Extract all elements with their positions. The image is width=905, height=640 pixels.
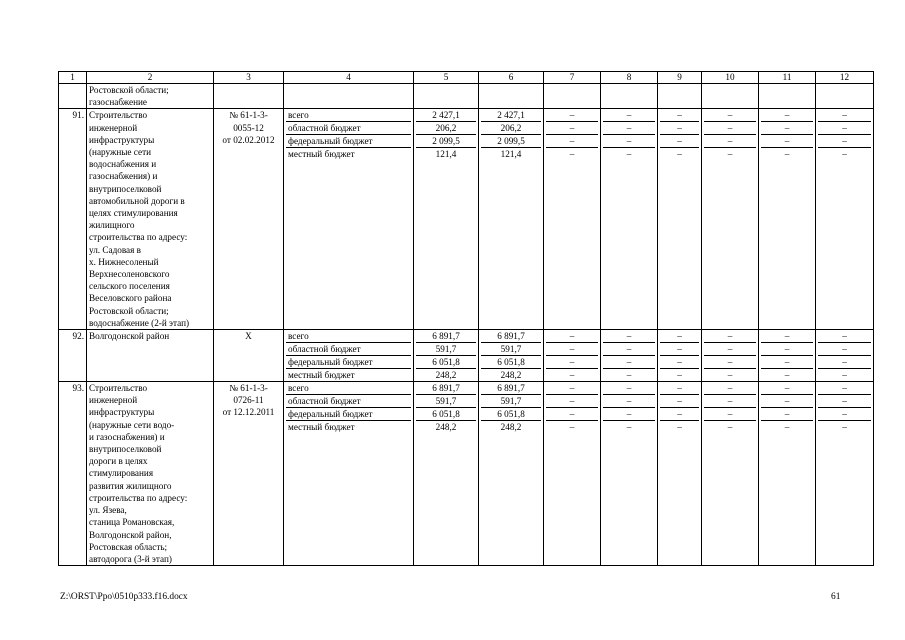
document-number-line: Х bbox=[245, 331, 252, 342]
col-10-value: – bbox=[704, 135, 756, 148]
object-name-line: развития жилищного bbox=[89, 480, 172, 491]
col-7-value: – bbox=[546, 395, 598, 408]
col-10-value: – bbox=[704, 343, 756, 356]
funding-source-value: местный бюджет bbox=[288, 370, 355, 381]
col-8-value: – bbox=[626, 370, 632, 381]
col-8-value: – bbox=[603, 356, 655, 369]
column-header-3: 3 bbox=[214, 72, 284, 84]
col-7-value: – bbox=[546, 382, 598, 395]
amount-col-5 bbox=[414, 330, 479, 382]
amount-col-5-value: 6 891,7 bbox=[416, 382, 476, 395]
col-9-value: – bbox=[660, 122, 699, 135]
amount-col-6 bbox=[479, 382, 544, 566]
amount-col-5 bbox=[414, 109, 479, 330]
amount-col-6-value: 6 891,7 bbox=[481, 382, 541, 395]
row-number: 92. bbox=[59, 330, 87, 382]
col-11-value: – bbox=[761, 395, 813, 408]
amount-col-6-value: 206,2 bbox=[481, 122, 541, 135]
object-name-line: Строительство bbox=[89, 383, 148, 394]
object-name-line: Веселовского района bbox=[89, 293, 172, 304]
amount-col-5-value: 2 427,1 bbox=[416, 109, 476, 122]
amount-col-6-value: 591,7 bbox=[481, 395, 541, 408]
col-11-value: – bbox=[761, 135, 813, 148]
col-9-value: – bbox=[660, 330, 699, 343]
col-10-value: – bbox=[727, 370, 733, 381]
amount-col-5 bbox=[414, 382, 479, 566]
col-8-value: – bbox=[626, 422, 632, 433]
continuation-text: Ростовской области; bbox=[89, 85, 169, 95]
object-name-line: Волгодонской район, bbox=[89, 529, 172, 540]
object-name bbox=[87, 330, 214, 382]
funding-source-value: всего bbox=[286, 382, 411, 395]
amount-col-6-value: 6 891,7 bbox=[481, 330, 541, 343]
object-name bbox=[87, 382, 214, 566]
object-name-line: стимулирования bbox=[89, 468, 154, 479]
object-name-line: х. Нижнесоленый bbox=[89, 256, 159, 267]
continuation-cell bbox=[601, 84, 658, 109]
col-7-value: – bbox=[546, 330, 598, 343]
col-8-value: – bbox=[603, 408, 655, 421]
col-7 bbox=[544, 330, 601, 382]
funding-source bbox=[284, 382, 414, 566]
funding-source bbox=[284, 330, 414, 382]
amount-col-5-value: 6 891,7 bbox=[416, 330, 476, 343]
object-name bbox=[87, 109, 214, 330]
col-10 bbox=[702, 330, 759, 382]
col-10 bbox=[702, 109, 759, 330]
col-10-value: – bbox=[704, 109, 756, 122]
col-7 bbox=[544, 382, 601, 566]
object-name-line: внутрипоселковой bbox=[89, 183, 162, 194]
column-header-2: 2 bbox=[87, 72, 214, 84]
object-name-line: инфраструктуры bbox=[89, 134, 155, 145]
amount-col-6-value: 6 051,8 bbox=[481, 408, 541, 421]
object-name-line: водоснабжения и bbox=[89, 159, 157, 170]
col-10-value: – bbox=[704, 356, 756, 369]
footer-file-path: Z:\ORST\Ppo\0510p333.f16.docx bbox=[60, 592, 188, 602]
object-name-line: жилищного bbox=[89, 220, 135, 231]
column-header-5: 5 bbox=[414, 72, 479, 84]
col-7 bbox=[544, 109, 601, 330]
column-header-8: 8 bbox=[601, 72, 658, 84]
funding-source-value: областной бюджет bbox=[286, 343, 411, 356]
row-number: 91. bbox=[59, 109, 87, 330]
col-9-value: – bbox=[660, 135, 699, 148]
col-11-value: – bbox=[761, 408, 813, 421]
col-10-value: – bbox=[704, 408, 756, 421]
funding-source-value: федеральный бюджет bbox=[286, 356, 411, 369]
amount-col-5-value: 591,7 bbox=[416, 395, 476, 408]
amount-col-6-value: 2 427,1 bbox=[481, 109, 541, 122]
continuation-cell bbox=[87, 84, 214, 109]
document-number-line: № 61-1-3- bbox=[229, 110, 268, 121]
amount-col-5-value: 6 051,8 bbox=[416, 408, 476, 421]
col-9 bbox=[658, 109, 702, 330]
object-name-line: Верхнесоленовского bbox=[89, 269, 170, 280]
col-11 bbox=[759, 109, 816, 330]
col-9-value: – bbox=[660, 408, 699, 421]
col-12-value: – bbox=[818, 395, 871, 408]
col-10-value: – bbox=[704, 122, 756, 135]
object-name-line: внутрипоселковой bbox=[89, 444, 162, 455]
header-row bbox=[59, 72, 874, 84]
document-number-line: № 61-1-3- bbox=[229, 383, 268, 394]
continuation-cell bbox=[59, 84, 87, 109]
col-7-value: – bbox=[569, 149, 575, 160]
funding-source-value: областной бюджет bbox=[286, 395, 411, 408]
amount-col-6 bbox=[479, 109, 544, 330]
col-11-value: – bbox=[784, 422, 790, 433]
amount-col-6-value: 2 099,5 bbox=[481, 135, 541, 148]
col-7-value: – bbox=[569, 422, 575, 433]
object-name-line: ул. Язева, bbox=[89, 505, 127, 516]
object-name-line: Ростовская область; bbox=[89, 541, 168, 552]
continuation-cell bbox=[759, 84, 816, 109]
column-header-7: 7 bbox=[544, 72, 601, 84]
table-row bbox=[59, 382, 874, 566]
col-11 bbox=[759, 382, 816, 566]
budget-table bbox=[58, 71, 874, 566]
document-number-line: 0055-12 bbox=[233, 122, 264, 133]
col-8-value: – bbox=[603, 330, 655, 343]
object-name-line: дороги в целях bbox=[89, 456, 148, 467]
column-header-9: 9 bbox=[658, 72, 702, 84]
col-11 bbox=[759, 330, 816, 382]
object-name-line: (наружные сети водо- bbox=[89, 419, 175, 430]
table-row bbox=[59, 330, 874, 382]
col-7-value: – bbox=[546, 109, 598, 122]
col-9-value: – bbox=[677, 422, 682, 433]
continuation-text: газоснабжение bbox=[89, 97, 147, 108]
amount-col-5-value: 6 051,8 bbox=[416, 356, 476, 369]
col-12-value: – bbox=[818, 109, 871, 122]
col-8-value: – bbox=[603, 135, 655, 148]
amount-col-6-value: 248,2 bbox=[500, 370, 522, 381]
funding-source-value: местный бюджет bbox=[288, 422, 355, 433]
col-8-value: – bbox=[603, 382, 655, 395]
col-9-value: – bbox=[677, 149, 682, 160]
col-12-value: – bbox=[818, 343, 871, 356]
col-7-value: – bbox=[569, 370, 575, 381]
continuation-cell bbox=[284, 84, 414, 109]
amount-col-5-value: 2 099,5 bbox=[416, 135, 476, 148]
col-7-value: – bbox=[546, 122, 598, 135]
funding-source-value: областной бюджет bbox=[286, 122, 411, 135]
document-number bbox=[214, 382, 284, 566]
amount-col-5-value: 206,2 bbox=[416, 122, 476, 135]
col-8-value: – bbox=[603, 109, 655, 122]
column-header-1: 1 bbox=[59, 72, 87, 84]
col-12-value: – bbox=[818, 135, 871, 148]
col-10-value: – bbox=[704, 395, 756, 408]
col-8-value: – bbox=[603, 122, 655, 135]
col-7-value: – bbox=[546, 343, 598, 356]
object-name-line: сельского поселения bbox=[89, 281, 170, 292]
funding-source bbox=[284, 109, 414, 330]
funding-source-value: всего bbox=[286, 109, 411, 122]
document-number-line: от 12.12.2011 bbox=[222, 407, 275, 418]
object-name-line: (наружные сети bbox=[89, 147, 152, 158]
column-header-6: 6 bbox=[479, 72, 544, 84]
column-header-11: 11 bbox=[759, 72, 816, 84]
col-11-value: – bbox=[761, 122, 813, 135]
amount-col-6-value: 591,7 bbox=[481, 343, 541, 356]
continuation-cell bbox=[479, 84, 544, 109]
col-9-value: – bbox=[660, 109, 699, 122]
col-11-value: – bbox=[761, 330, 813, 343]
col-8 bbox=[601, 382, 658, 566]
col-12-value: – bbox=[818, 382, 871, 395]
col-8-value: – bbox=[603, 343, 655, 356]
col-12-value: – bbox=[842, 422, 847, 433]
col-12-value: – bbox=[818, 122, 871, 135]
col-9-value: – bbox=[660, 382, 699, 395]
continuation-cell bbox=[702, 84, 759, 109]
continuation-cell bbox=[544, 84, 601, 109]
funding-source-value: местный бюджет bbox=[288, 149, 355, 160]
column-header-4: 4 bbox=[284, 72, 414, 84]
document-number-line: 0726-11 bbox=[233, 395, 264, 406]
col-10-value: – bbox=[727, 149, 733, 160]
continuation-cell bbox=[658, 84, 702, 109]
col-11-value: – bbox=[784, 370, 790, 381]
object-name-line: Строительство bbox=[89, 110, 148, 121]
amount-col-5-value: 121,4 bbox=[435, 149, 457, 160]
col-7-value: – bbox=[546, 356, 598, 369]
col-11-value: – bbox=[761, 356, 813, 369]
col-10-value: – bbox=[704, 330, 756, 343]
col-11-value: – bbox=[784, 149, 790, 160]
col-9-value: – bbox=[677, 370, 682, 381]
amount-col-5-value: 248,2 bbox=[435, 370, 457, 381]
column-header-12: 12 bbox=[816, 72, 874, 84]
continuation-row bbox=[59, 84, 874, 109]
col-10-value: – bbox=[727, 422, 733, 433]
object-name-line: строительства по адресу: bbox=[89, 492, 188, 503]
object-name-line: Ростовской области; bbox=[89, 305, 169, 316]
document-number bbox=[214, 330, 284, 382]
object-name-line: целях стимулирования bbox=[89, 208, 178, 219]
col-8-value: – bbox=[603, 395, 655, 408]
continuation-cell bbox=[816, 84, 874, 109]
col-11-value: – bbox=[761, 109, 813, 122]
object-name-line: автодорога (3-й этап) bbox=[89, 553, 172, 564]
col-12 bbox=[816, 382, 874, 566]
column-header-10: 10 bbox=[702, 72, 759, 84]
object-name-line: станица Романовская, bbox=[89, 517, 175, 528]
object-name-line: строительства по адресу: bbox=[89, 232, 188, 243]
funding-source-value: федеральный бюджет bbox=[286, 408, 411, 421]
col-8 bbox=[601, 109, 658, 330]
object-name-line: Волгодонской район bbox=[89, 331, 170, 342]
table-row bbox=[59, 109, 874, 330]
continuation-cell bbox=[414, 84, 479, 109]
object-name-line: автомобильной дороги в bbox=[89, 195, 185, 206]
object-name-line: инженерной bbox=[89, 395, 138, 406]
object-name-line: ул. Садовая в bbox=[89, 244, 141, 255]
object-name-line: инфраструктуры bbox=[89, 407, 155, 418]
col-9-value: – bbox=[660, 356, 699, 369]
col-12-value: – bbox=[842, 370, 847, 381]
col-7-value: – bbox=[546, 135, 598, 148]
col-10 bbox=[702, 382, 759, 566]
col-12 bbox=[816, 109, 874, 330]
col-9 bbox=[658, 330, 702, 382]
document-number bbox=[214, 109, 284, 330]
col-11-value: – bbox=[761, 343, 813, 356]
col-8-value: – bbox=[626, 149, 632, 160]
object-name-line: и газоснабжения) и bbox=[89, 431, 165, 442]
col-12-value: – bbox=[842, 149, 847, 160]
col-8 bbox=[601, 330, 658, 382]
object-name-line: инженерной bbox=[89, 122, 138, 133]
col-12-value: – bbox=[818, 408, 871, 421]
amount-col-6-value: 6 051,8 bbox=[481, 356, 541, 369]
col-11-value: – bbox=[761, 382, 813, 395]
footer-page-number: 61 bbox=[831, 592, 841, 602]
amount-col-5-value: 248,2 bbox=[435, 422, 457, 433]
col-7-value: – bbox=[546, 408, 598, 421]
amount-col-6-value: 248,2 bbox=[500, 422, 522, 433]
row-number: 93. bbox=[59, 382, 87, 566]
funding-source-value: федеральный бюджет bbox=[286, 135, 411, 148]
col-12-value: – bbox=[818, 356, 871, 369]
col-12-value: – bbox=[818, 330, 871, 343]
document-number-line: от 02.02.2012 bbox=[222, 134, 275, 145]
col-9 bbox=[658, 382, 702, 566]
continuation-cell bbox=[214, 84, 284, 109]
object-name-line: газоснабжения) и bbox=[89, 171, 158, 182]
col-9-value: – bbox=[660, 343, 699, 356]
object-name-line: водоснабжение (2-й этап) bbox=[89, 317, 190, 328]
col-10-value: – bbox=[704, 382, 756, 395]
col-12 bbox=[816, 330, 874, 382]
amount-col-6 bbox=[479, 330, 544, 382]
amount-col-6-value: 121,4 bbox=[500, 149, 522, 160]
funding-source-value: всего bbox=[286, 330, 411, 343]
amount-col-5-value: 591,7 bbox=[416, 343, 476, 356]
col-9-value: – bbox=[660, 395, 699, 408]
